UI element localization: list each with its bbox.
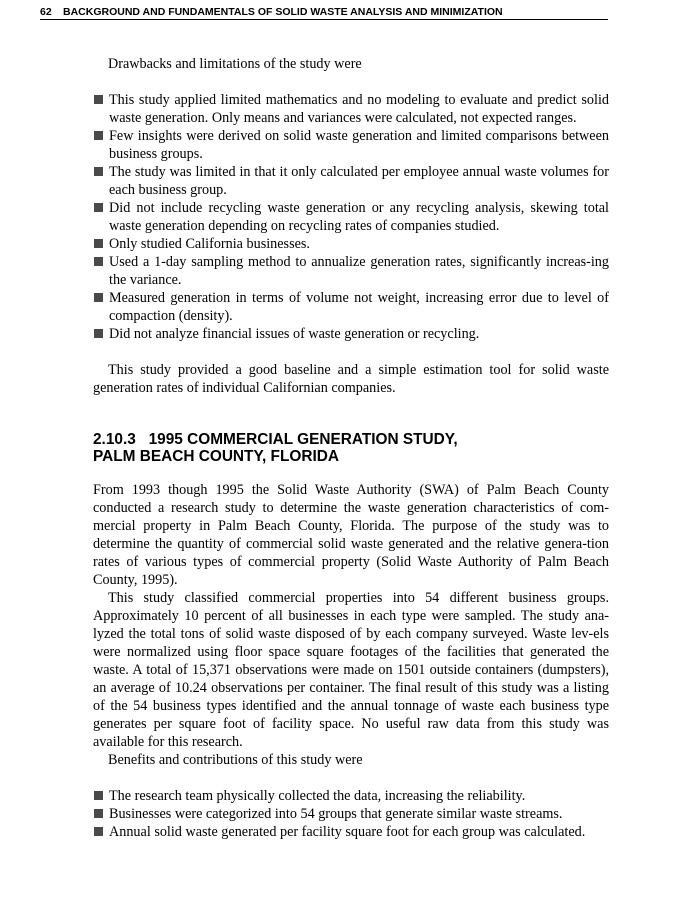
section-number: 2.10.3 xyxy=(93,431,136,448)
list-item: The study was limited in that it only calculated per employee annual waste volumes for each business group. xyxy=(93,163,609,199)
section-title-line2: PALM BEACH COUNTY, FLORIDA xyxy=(93,448,339,465)
list-item: Used a 1-day sampling method to annualize generation rates, significantly increas-ing the variance. xyxy=(93,253,609,289)
benefits-intro: Benefits and contributions of this study were xyxy=(108,752,363,768)
bullet-square-icon xyxy=(94,809,103,818)
list-item: Did not include recycling waste generation or any recycling analysis, skewing total waste generation depending on recycling rates of companies studied. xyxy=(93,199,609,235)
bullet-square-icon xyxy=(94,293,103,302)
baseline-paragraph: This study provided a good baseline and a simple estimation tool for solid waste generation rates of individual Californian companies. xyxy=(93,362,609,396)
bullet-square-icon xyxy=(94,257,103,266)
list-item: This study applied limited mathematics and no modeling to evaluate and predict solid waste generation. Only means and variances were calculated, not expected ranges. xyxy=(93,91,609,127)
list-item: Measured generation in terms of volume not weight, increasing error due to level of compaction (density). xyxy=(93,289,609,325)
running-head-title: BACKGROUND AND FUNDAMENTALS OF SOLID WASTE ANALYSIS AND MINIMIZATION xyxy=(63,6,503,18)
list-item: Only studied California businesses. xyxy=(93,235,609,253)
bullet-square-icon xyxy=(94,131,103,140)
list-item: The research team physically collected the data, increasing the reliability. xyxy=(93,787,609,805)
list-item: Did not analyze financial issues of waste generation or recycling. xyxy=(93,325,609,343)
bullet-square-icon xyxy=(94,329,103,338)
bullet-square-icon xyxy=(94,239,103,248)
bullet-square-icon xyxy=(94,791,103,800)
section-paragraph: This study classified commercial properties into 54 different business groups. Approximately 10 percent of all businesses in each type were sampled. The study ana-lyzed the total tons of solid waste disposed of by each company surveyed. Waste lev-els were normalized using floor space square footages of the facilities that generated the waste. A total of 15,371 observations were made on 1501 outside containers (dumpsters), an average of 10.24 observations per container. The final result of this study was a listing of the 54 business types identified and the annual tonnage of waste each business type generates per square foot of facility space. No useful raw data from this study was available for this research. xyxy=(93,590,609,750)
bullet-square-icon xyxy=(94,95,103,104)
list-item: Businesses were categorized into 54 groups that generate similar waste streams. xyxy=(93,805,609,823)
bullet-square-icon xyxy=(94,167,103,176)
section-heading xyxy=(93,431,609,465)
bullet-square-icon xyxy=(94,203,103,212)
page-number: 62 xyxy=(40,6,52,18)
benefits-list xyxy=(93,787,609,841)
list-item: Few insights were derived on solid waste generation and limited comparisons between business groups. xyxy=(93,127,609,163)
page-body xyxy=(93,55,609,841)
drawbacks-intro: Drawbacks and limitations of the study were xyxy=(108,56,362,72)
list-item: Annual solid waste generated per facility square foot for each group was calculated. xyxy=(93,823,609,841)
section-paragraph: From 1993 though 1995 the Solid Waste Authority (SWA) of Palm Beach County conducted a research study to determine the waste generation characteristics of com-mercial property in Palm Beach County, Florida. The purpose of the study was to determine the quantity of commercial solid waste generated and the relative genera-tion rates of various types of commercial property (Solid Waste Authority of Palm Beach County, 1995). xyxy=(93,482,609,588)
drawbacks-list xyxy=(93,91,609,343)
running-header xyxy=(40,6,608,20)
bullet-square-icon xyxy=(94,827,103,836)
section-title-line1: 1995 COMMERCIAL GENERATION STUDY, xyxy=(148,431,458,448)
